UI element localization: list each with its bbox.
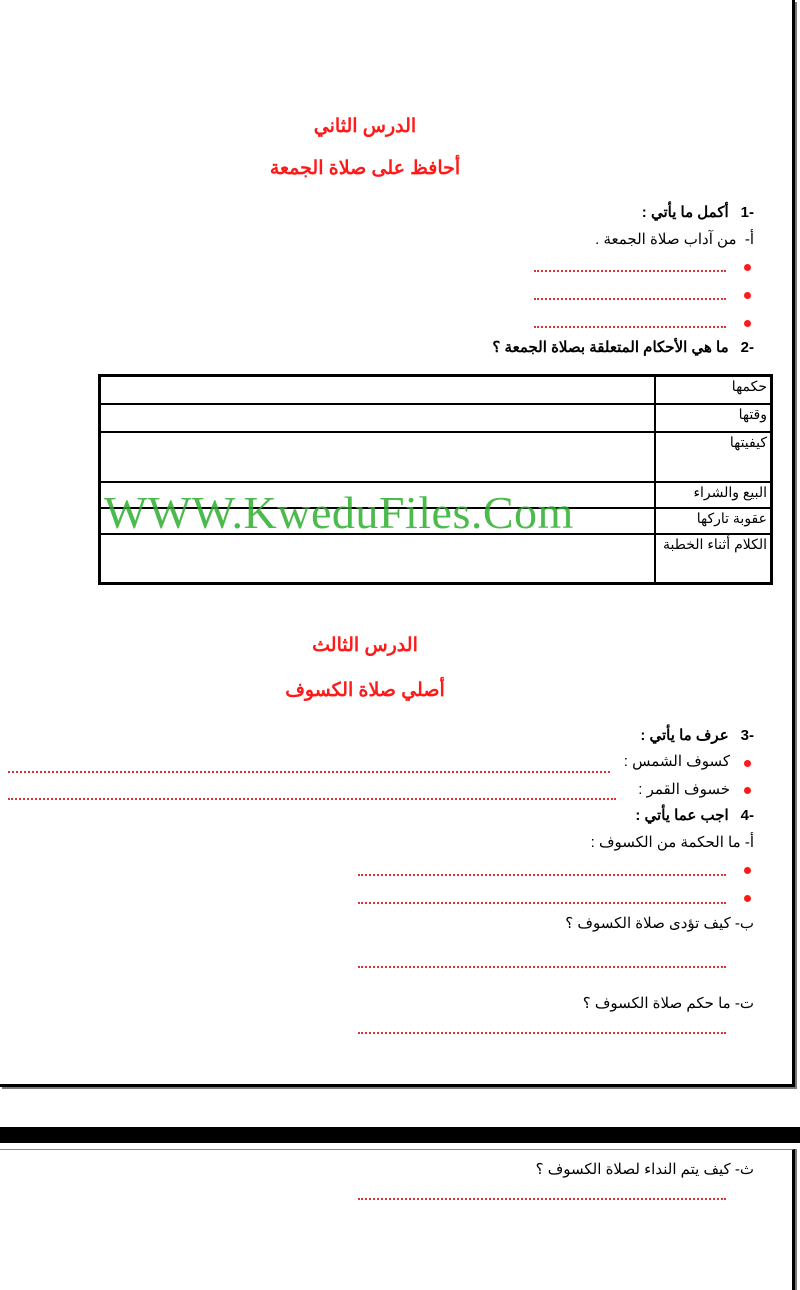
question-2-heading [492, 338, 754, 356]
bullet-icon [744, 787, 751, 794]
question-3-number: -3 [740, 727, 754, 744]
bullet-icon [744, 760, 751, 767]
lesson2-subtitle: أحافظ على صلاة الجمعة [269, 158, 461, 179]
question-2-number: -2 [740, 339, 754, 356]
table-row [100, 404, 772, 432]
question-4-label: اجب عما يأتي : [635, 807, 729, 824]
question-4th: ث- كيف يتم النداء لصلاة الكسوف ؟ [535, 1161, 754, 1178]
table-row-label: حكمها [655, 376, 772, 404]
bullet-icon [744, 320, 751, 327]
question-1a-prefix: أ- [744, 231, 754, 248]
define-item: خسوف القمر : [638, 781, 730, 798]
answer-line[interactable] [358, 900, 726, 904]
bullet-icon [744, 292, 751, 299]
table-row [100, 534, 772, 584]
lesson3-subtitle: أصلي صلاة الكسوف [285, 680, 445, 701]
question-1a [595, 230, 754, 248]
bullet-icon [744, 867, 751, 874]
answer-cell[interactable] [100, 376, 656, 404]
lesson3-title: الدرس الثالث [312, 635, 418, 656]
answer-line[interactable] [358, 964, 726, 968]
answer-line[interactable] [534, 324, 726, 328]
table-row [100, 376, 772, 404]
bullet-icon [744, 895, 751, 902]
question-4-number: -4 [740, 807, 754, 824]
answer-line[interactable] [8, 796, 616, 800]
answer-cell[interactable] [100, 534, 656, 584]
table-row [100, 432, 772, 482]
question-4a: أ- ما الحكمة من الكسوف : [590, 834, 754, 851]
question-1-label: أكمل ما يأتي : [641, 204, 729, 221]
question-2-label: ما هي الأحكام المتعلقة بصلاة الجمعة ؟ [492, 339, 729, 356]
question-1a-text: من آداب صلاة الجمعة . [595, 231, 737, 248]
table-row-label: عقوبة تاركها [655, 508, 772, 534]
question-3-label: عرف ما يأتي : [640, 727, 729, 744]
question-4b: ب- كيف تؤدى صلاة الكسوف ؟ [565, 915, 754, 932]
page-separator [0, 1127, 800, 1143]
table-row-label: كيفيتها [655, 432, 772, 482]
answer-cell[interactable] [100, 404, 656, 432]
bullet-icon [744, 264, 751, 271]
answer-cell[interactable] [100, 432, 656, 482]
answer-line[interactable] [358, 872, 726, 876]
answer-line[interactable] [534, 296, 726, 300]
question-4-heading [635, 806, 754, 824]
lesson2-title: الدرس الثاني [313, 116, 417, 137]
question-3-heading [640, 726, 754, 744]
table-row-label: البيع والشراء [655, 482, 772, 508]
question-1-heading [642, 203, 754, 221]
answer-line[interactable] [358, 1196, 726, 1200]
table-row-label: وقتها [655, 404, 772, 432]
answer-line[interactable] [534, 268, 726, 272]
table-row-label: الكلام أثناء الخطبة [655, 534, 772, 584]
define-item: كسوف الشمس : [623, 753, 730, 770]
question-1-number: -1 [740, 204, 754, 221]
watermark: WWW.KweduFiles.Com [104, 487, 574, 538]
friday-prayer-rulings-table [98, 374, 773, 585]
answer-line[interactable] [358, 1030, 726, 1034]
worksheet-page-2 [0, 1149, 795, 1290]
answer-line[interactable] [8, 769, 610, 773]
question-4t: ت- ما حكم صلاة الكسوف ؟ [582, 995, 754, 1012]
